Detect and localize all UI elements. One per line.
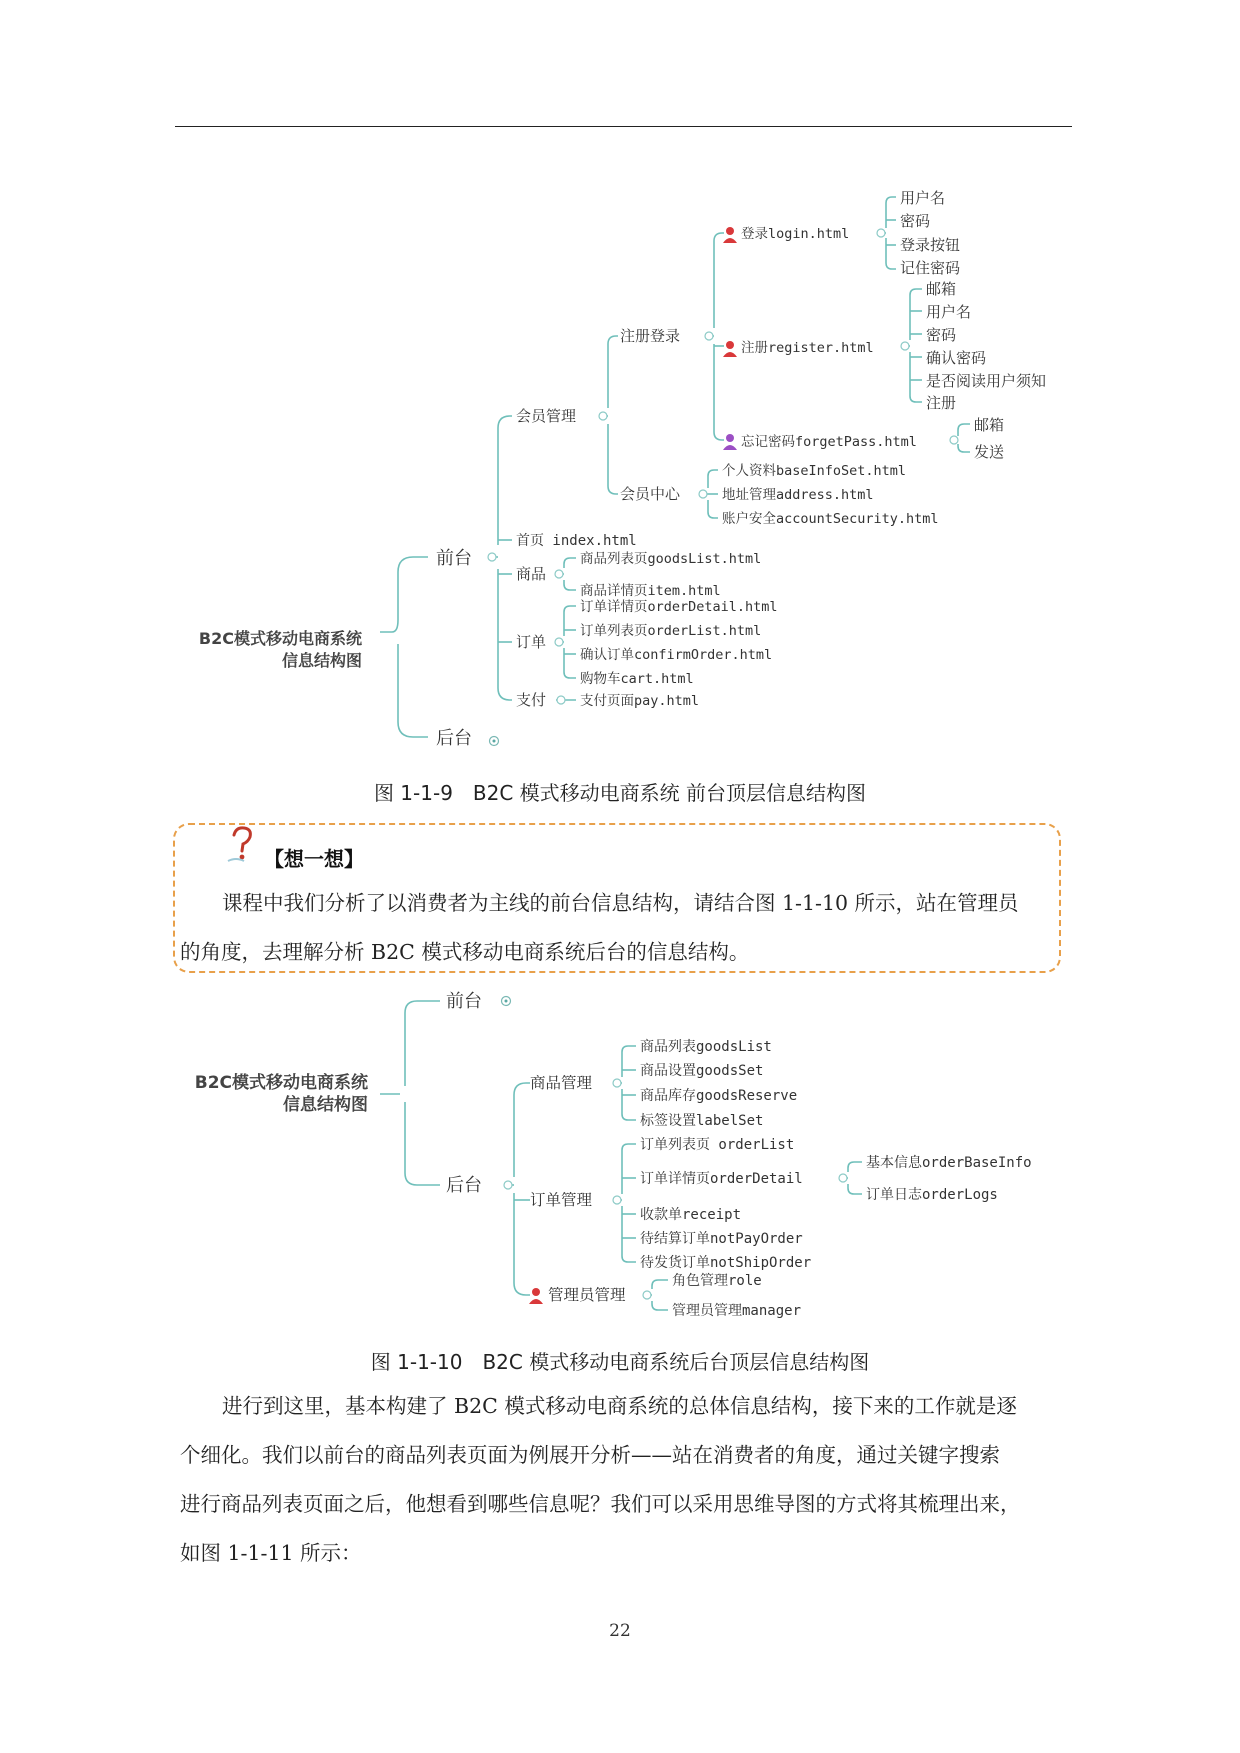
- back-structure-mindmap: [0, 980, 1240, 1320]
- forget-field: 邮箱: [974, 416, 1005, 434]
- node-back: 后台: [446, 1175, 482, 1196]
- node-forget-page: 忘记密码forgetPass.html: [741, 434, 917, 450]
- order-page: 确认订单confirmOrder.html: [580, 647, 773, 663]
- order-item: 待发货订单notShipOrder: [640, 1255, 812, 1271]
- order-item: 收款单receipt: [640, 1207, 742, 1223]
- think-title: 【想一想】: [264, 847, 364, 871]
- body-line: 个细化。我们以前台的商品列表页面为例展开分析——站在消费者的角度，通过关键字搜索: [180, 1443, 1000, 1467]
- node-goods: 商品: [516, 565, 547, 583]
- figure-caption-1: 图 1-1-9 B2C 模式移动电商系统 前台顶层信息结构图: [373, 781, 867, 805]
- goods-item: 商品列表goodsList: [640, 1039, 772, 1055]
- goods-item: 商品设置goodsSet: [640, 1063, 764, 1079]
- register-field: 注册: [926, 394, 957, 412]
- node-front: 前台: [446, 991, 482, 1012]
- order-item: 待结算订单notPayOrder: [640, 1231, 803, 1247]
- register-field: 是否阅读用户须知: [926, 372, 1047, 390]
- center-page: 账户安全accountSecurity.html: [722, 511, 939, 527]
- root-line-1: B2C模式移动电商系统: [198, 629, 362, 648]
- order-item: 订单详情页orderDetail: [640, 1171, 803, 1187]
- register-field: 邮箱: [926, 280, 957, 298]
- body-paragraph: [180, 1382, 1065, 1578]
- pay-page: 支付页面pay.html: [580, 693, 700, 709]
- node-pay: 支付: [516, 691, 547, 709]
- register-field: 密码: [926, 326, 957, 344]
- order-page: 订单详情页orderDetail.html: [580, 599, 778, 615]
- order-detail-item: 基本信息orderBaseInfo: [866, 1155, 1032, 1171]
- login-field: 记住密码: [900, 259, 961, 277]
- think-line-2: 的角度，去理解分析 B2C 模式移动电商系统后台的信息结构。: [180, 940, 750, 964]
- login-field: 用户名: [900, 189, 946, 207]
- root-line-2: 信息结构图: [283, 1095, 368, 1115]
- user-icon: [723, 227, 737, 450]
- goods-item: 标签设置labelSet: [640, 1113, 764, 1129]
- body-line: 进行到这里，基本构建了 B2C 模式移动电商系统的总体信息结构，接下来的工作就是逐: [222, 1394, 1017, 1418]
- body-line: 进行商品列表页面之后，他想看到哪些信息呢？我们可以采用思维导图的方式将其梳理出来，: [180, 1492, 1021, 1516]
- node-back: 后台: [436, 728, 472, 749]
- root-line-2: 信息结构图: [281, 651, 362, 670]
- body-line: 如图 1-1-11 所示：: [180, 1541, 362, 1565]
- order-page: 购物车cart.html: [580, 671, 694, 687]
- order-item: 订单列表页 orderList: [640, 1137, 795, 1153]
- node-member: 会员管理: [516, 407, 577, 425]
- node-register-page: 注册register.html: [741, 340, 874, 356]
- forget-field: 发送: [974, 443, 1005, 461]
- login-field: 密码: [900, 212, 931, 230]
- node-front: 前台: [436, 548, 472, 569]
- node-member-center: 会员中心: [620, 485, 681, 503]
- goods-item: 商品库存goodsReserve: [640, 1088, 798, 1104]
- node-goods-mgmt: 商品管理: [530, 1074, 593, 1092]
- front-structure-mindmap: [0, 180, 1240, 760]
- question-mark-icon: [226, 825, 260, 865]
- order-detail-item: 订单日志orderLogs: [866, 1187, 998, 1203]
- goods-page: 商品详情页item.html: [580, 583, 721, 599]
- order-page: 订单列表页orderList.html: [580, 623, 762, 639]
- header-rule: [175, 126, 1072, 127]
- register-field: 确认密码: [926, 349, 987, 367]
- center-page: 地址管理address.html: [722, 487, 874, 503]
- root-line-1: B2C模式移动电商系统: [194, 1073, 368, 1093]
- think-paragraph: [180, 879, 1060, 977]
- login-field: 登录按钮: [900, 236, 961, 254]
- goods-page: 商品列表页goodsList.html: [580, 551, 762, 567]
- node-order-mgmt: 订单管理: [530, 1191, 593, 1209]
- node-reg-login: 注册登录: [620, 327, 681, 345]
- node-order: 订单: [516, 633, 547, 651]
- center-page: 个人资料baseInfoSet.html: [722, 463, 907, 479]
- register-field: 用户名: [926, 303, 972, 321]
- node-home: 首页 index.html: [516, 533, 637, 549]
- figure-caption-2: 图 1-1-10 B2C 模式移动电商系统后台顶层信息结构图: [370, 1350, 870, 1374]
- page-number: 22: [609, 1621, 631, 1641]
- think-line-1: 课程中我们分析了以消费者为主线的前台信息结构，请结合图 1-1-10 所示，站在管理员: [222, 891, 1019, 915]
- node-login-page: 登录login.html: [741, 226, 850, 242]
- node-admin-mgmt: 管理员管理: [548, 1286, 626, 1304]
- admin-item: 管理员管理manager: [672, 1303, 802, 1319]
- user-icon: [529, 1288, 543, 1304]
- admin-item: 角色管理role: [672, 1273, 762, 1289]
